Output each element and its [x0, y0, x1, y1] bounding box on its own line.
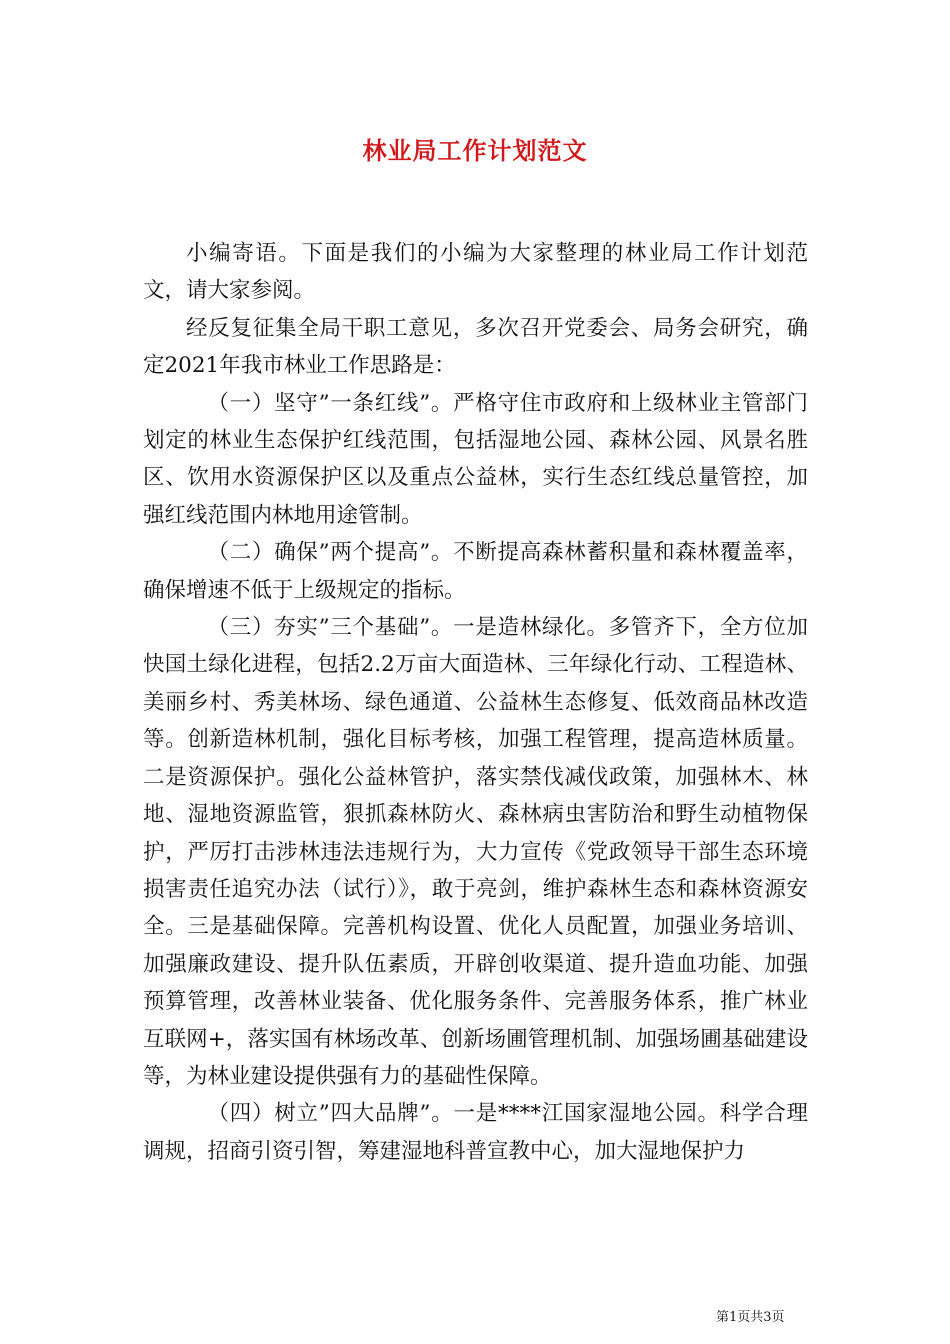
paragraph-item-3: （三）夯实”三个基础”。一是造林绿化。多管齐下，全方位加快国土绿化进程，包括2.2万亩大面造林、三年绿化行动、工程造林、美丽乡村、秀美林场、绿色通道、公益林生态修复、低效商品林改造等。创新造林机制，强化目标考核，加强工程管理，提高造林质量。二是资源保护。强化公益林管护，落实禁伐减伐政策，加强林木、林地、湿地资源监管，狠抓森林防火、森林病虫害防治和野生动植物保护，严厉打击涉林违法违规行为，大力宣传《党政领导干部生态环境损害责任追究办法（试行）》，敢于亮剑，维护森林生态和森林资源安全。三是基础保障。完善机构设置、优化人员配置，加强业务培训、加强廉政建设、提升队伍素质，开辟创收渠道、提升造血功能、加强预算管理，改善林业装备、优化服务条件、完善服务体系，推广林业互联网+，落实国有林场改革、创新场圃管理机制、加强场圃基础建设等，为林业建设提供强有力的基础性保障。 — [143, 615, 808, 1089]
paragraph-summary: 经反复征集全局干职工意见，多次召开党委会、局务会研究，确定2021年我市林业工作思路是： — [143, 315, 808, 379]
document-title: 林业局工作计划范文 — [362, 136, 588, 165]
paragraph-item-4: （四）树立”四大品牌”。一是****江国家湿地公园。科学合理调规，招商引资引智，筹建湿地科普宣教中心，加大湿地保护力 — [143, 1101, 808, 1164]
paragraph-item-1: （一）坚守”一条红线”。严格守住市政府和上级林业主管部门划定的林业生态保护红线范围，包括湿地公园、森林公园、风景名胜区、饮用水资源保护区以及重点公益林，实行生态红线总量管控，加强红线范围内林地用途管制。 — [143, 390, 808, 528]
paragraph-intro: 小编寄语。下面是我们的小编为大家整理的林业局工作计划范文，请大家参阅。 — [143, 241, 808, 304]
page-number-footer: 第1页共3页 — [716, 1310, 785, 1325]
paragraph-item-2: （二）确保”两个提高”。不断提高森林蓄积量和森林覆盖率，确保增速不低于上级规定的指标。 — [143, 540, 808, 603]
document-body — [143, 235, 808, 1170]
